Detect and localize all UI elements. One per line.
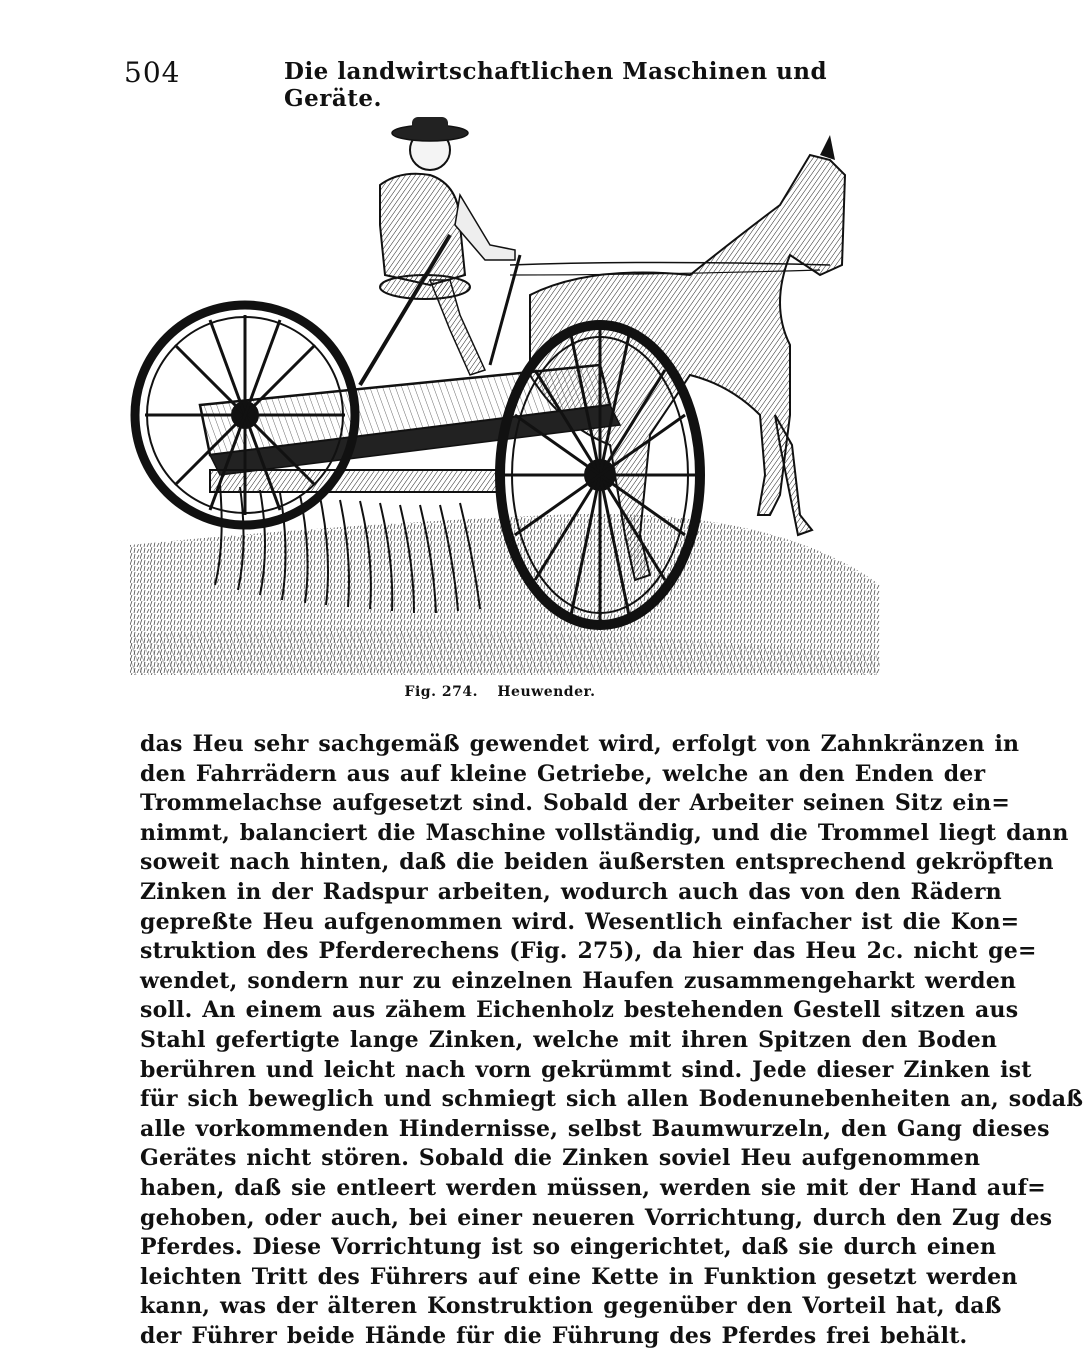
figure-caption	[0, 684, 1000, 700]
text-line: soweit nach hinten, daß die beiden äußersten entsprechend gekröpften	[140, 849, 1054, 876]
driver	[380, 117, 515, 375]
running-title: Die landwirtschaftlichen Maschinen und Geräte.	[284, 58, 828, 112]
page-number: 504	[124, 56, 181, 89]
text-line: der Führer beide Hände für die Führung des Pferdes frei behält.	[140, 1322, 968, 1349]
text-line: berühren und leicht nach vorn gekrümmt sind. Jede dieser Zinken ist	[140, 1056, 1032, 1083]
figure-label: Fig. 274.	[404, 684, 478, 700]
text-line: nimmt, balanciert die Maschine vollständig, und die Trommel liegt dann	[140, 819, 1069, 846]
text-line: soll. An einem aus zähem Eichenholz bestehenden Gestell sitzen aus	[140, 997, 1019, 1024]
body-text	[140, 730, 1083, 1351]
text-line: Gerätes nicht stören. Sobald die Zinken soviel Heu aufgenommen	[140, 1145, 981, 1172]
engraving-image	[130, 115, 880, 675]
text-line: für sich beweglich und schmiegt sich allen Bodenunebenheiten an, sodaß	[140, 1086, 1083, 1113]
text-line: kann, was der älteren Konstruktion gegenüber den Vorteil hat, daß	[140, 1293, 1002, 1320]
text-line: gepreßte Heu aufgenommen wird. Wesentlich einfacher ist die Kon=	[140, 908, 1020, 935]
text-line: wendet, sondern nur zu einzelnen Haufen zusammengeharkt werden	[140, 967, 1017, 994]
left-wheel	[135, 305, 355, 525]
text-line: das Heu sehr sachgemäß gewendet wird, erfolgt von Zahnkränzen in	[140, 731, 1020, 757]
text-line: den Fahrrädern aus auf kleine Getriebe, welche an den Enden der	[140, 760, 986, 787]
running-head	[124, 56, 854, 112]
text-line: haben, daß sie entleert werden müssen, werden sie mit der Hand auf=	[140, 1174, 1046, 1201]
text-line: Stahl gefertigte lange Zinken, welche mit ihren Spitzen den Boden	[140, 1026, 998, 1053]
hay-tedder-illustration	[130, 115, 880, 675]
figure-title: Heuwender.	[497, 684, 596, 700]
text-line: Zinken in der Radspur arbeiten, wodurch auch das von den Rädern	[140, 878, 1002, 905]
text-line: Pferdes. Diese Vorrichtung ist so eingerichtet, daß sie durch einen	[140, 1234, 997, 1261]
right-wheel	[500, 325, 700, 625]
text-line: struktion des Pferderechens (Fig. 275), da hier das Heu 2c. nicht ge=	[140, 938, 1037, 965]
text-line: alle vorkommenden Hindernisse, selbst Baumwurzeln, den Gang dieses	[140, 1115, 1050, 1142]
horse	[510, 135, 845, 580]
text-line: Trommelachse aufgesetzt sind. Sobald der Arbeiter seinen Sitz ein=	[140, 790, 1010, 817]
text-line: leichten Tritt des Führers auf eine Kette in Funktion gesetzt werden	[140, 1263, 1018, 1290]
text-line: gehoben, oder auch, bei einer neueren Vorrichtung, durch den Zug des	[140, 1204, 1053, 1231]
